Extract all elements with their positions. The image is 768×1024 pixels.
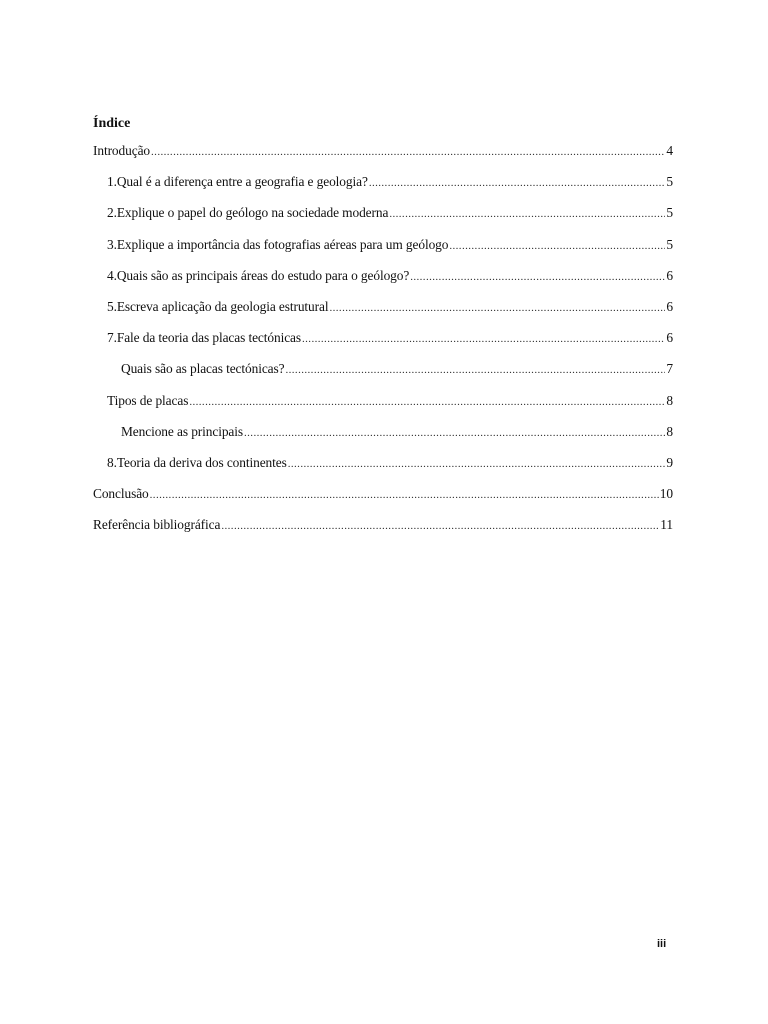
toc-entry[interactable] xyxy=(93,484,675,515)
toc-entry-label: 3.Explique a importância das fotografias aéreas para um geólogo xyxy=(107,236,449,252)
toc-entry-label: 4.Quais são as principais áreas do estudo para o geólogo? xyxy=(107,267,410,283)
toc-entry[interactable] xyxy=(93,422,675,453)
toc-entry-label: Quais são as placas tectónicas? xyxy=(121,361,285,377)
dot-leader xyxy=(329,298,665,318)
toc-entry-label: Introdução xyxy=(93,143,151,158)
dot-leader xyxy=(150,485,659,505)
dot-leader xyxy=(288,454,666,474)
dot-leader xyxy=(221,516,659,536)
toc-entry[interactable] xyxy=(93,359,675,390)
dot-leader xyxy=(285,360,665,380)
toc-entry-page: 5 xyxy=(666,174,673,190)
dot-leader xyxy=(369,173,666,193)
toc-entry-label: Referência bibliográfica xyxy=(93,517,221,533)
toc-entry-page: 6 xyxy=(666,330,673,346)
toc-entry-label: 1.Qual é a diferença entre a geografia e geologia? xyxy=(107,174,368,190)
toc-entry-page: 8 xyxy=(666,423,673,439)
toc-entry-page: 6 xyxy=(666,267,673,283)
toc-entry[interactable] xyxy=(93,453,675,484)
toc-entry[interactable] xyxy=(93,266,675,297)
dot-leader xyxy=(389,204,665,224)
dot-leader xyxy=(151,142,665,162)
toc-entry[interactable] xyxy=(93,328,675,359)
toc-entry-page: 11 xyxy=(660,517,673,533)
dot-leader xyxy=(410,267,665,287)
toc-entry-page: 5 xyxy=(666,236,673,252)
toc-entry-page: 5 xyxy=(666,205,673,221)
dot-leader xyxy=(244,423,665,443)
toc-entry-label: Tipos de placas xyxy=(107,392,189,408)
toc-entry-page: 7 xyxy=(666,361,673,377)
toc-entry-label: 5.Escreva aplicação da geologia estrutural xyxy=(107,298,329,314)
toc-entry-label: 7.Fale da teoria das placas tectónicas xyxy=(107,330,301,346)
toc-entry[interactable] xyxy=(93,172,675,203)
dot-leader xyxy=(449,236,665,256)
toc-entry-page: 4 xyxy=(666,143,673,158)
toc-entry[interactable] xyxy=(93,515,675,546)
toc-entry[interactable] xyxy=(93,297,675,328)
toc-entry-label: 8.Teoria da deriva dos continentes xyxy=(107,454,287,470)
toc-entry-page: 6 xyxy=(666,298,673,314)
toc-heading: Índice xyxy=(93,116,131,131)
toc-entry[interactable] xyxy=(93,391,675,422)
toc-entry-page: 9 xyxy=(666,454,673,470)
table-of-contents xyxy=(93,141,675,546)
toc-entry[interactable] xyxy=(93,203,675,234)
toc-entry-page: 10 xyxy=(659,486,673,502)
toc-entry[interactable] xyxy=(93,141,675,172)
toc-entry-label: Mencione as principais xyxy=(121,423,243,439)
toc-entry[interactable] xyxy=(93,235,675,266)
toc-entry-label: Conclusão xyxy=(93,486,149,502)
page-number: iii xyxy=(657,938,667,950)
dot-leader xyxy=(189,392,665,412)
toc-entry-page: 8 xyxy=(666,392,673,408)
dot-leader xyxy=(302,329,665,349)
toc-entry-label: 2.Explique o papel do geólogo na sociedade moderna xyxy=(107,205,389,221)
